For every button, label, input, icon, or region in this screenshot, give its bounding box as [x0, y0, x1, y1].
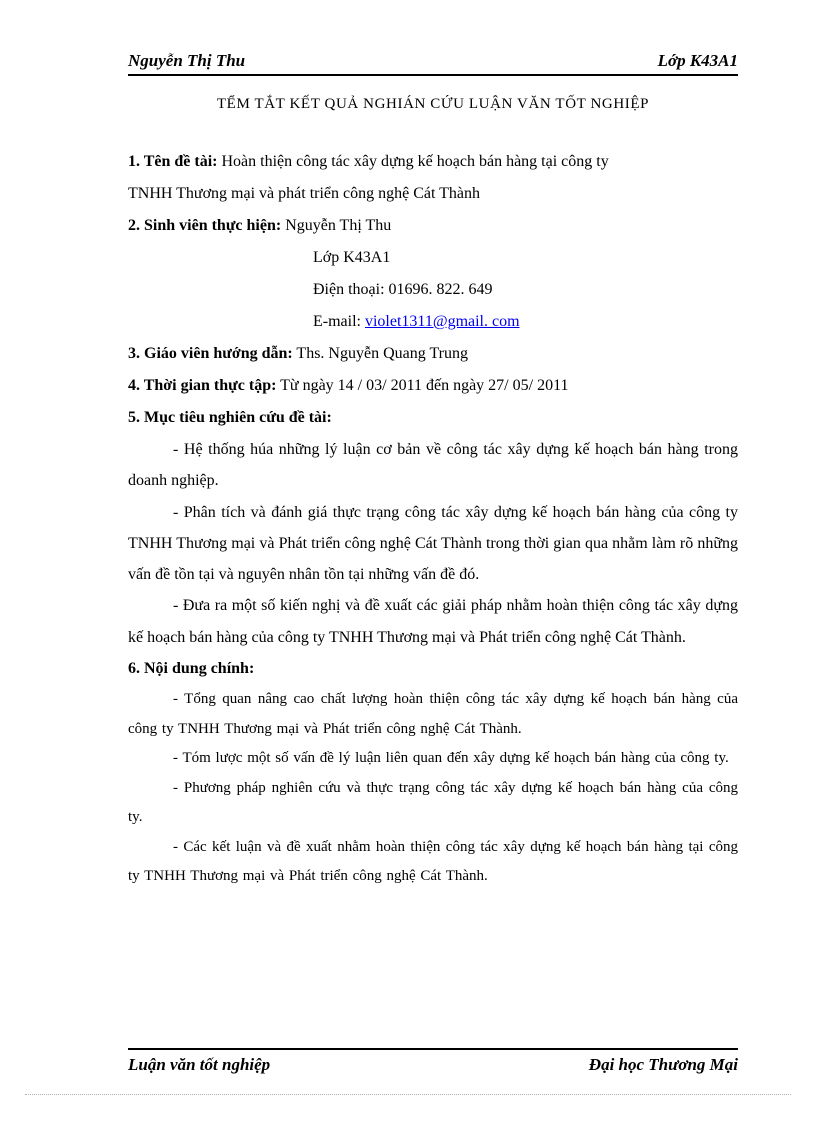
student-email-line — [128, 306, 738, 338]
advisor-label: 3. Giáo viên hướng dẫn: — [128, 345, 293, 362]
header-class: Lớp K43A1 — [657, 51, 738, 70]
objective-item: - Phân tích và đánh giá thực trạng công tác xây dựng kế hoạch bán hàng của công ty TNHH Thương mại và Phát triển công nghệ Cát Thành trong thời gian qua nhằm làm rõ những vấn đề tồn tại và nguyên nhân tồn tại những vấn đề đó. — [128, 503, 738, 584]
content-item: - Tổng quan nâng cao chất lượng hoàn thiện công tác xây dựng kế hoạch bán hàng của công ty TNHH Thương mại và Phát triển công nghệ Cát Thành. — [128, 691, 738, 737]
student-phone: Điện thoại: 01696. 822. 649 — [313, 281, 493, 298]
page-footer — [128, 1048, 738, 1078]
topic-label: 1. Tên đề tài: — [128, 153, 218, 170]
objectives-label: 5. Mục tiêu nghiên cứu đề tài: — [128, 409, 332, 426]
internship-text: Từ ngày 14 / 03/ 2011 đến ngày 27/ 05/ 2011 — [276, 377, 569, 394]
advisor-line — [128, 338, 738, 370]
content-item: - Tóm lược một số vấn đề lý luận liên quan đến xây dựng kế hoạch bán hàng của công ty. — [173, 750, 729, 767]
topic-text-2: TNHH Thương mại và phát triển công nghệ Cát Thành — [128, 185, 481, 202]
header-author: Nguyễn Thị Thu — [128, 51, 246, 70]
email-link[interactable]: violet1311@gmail. com — [364, 313, 520, 330]
student-label: 2. Sinh viên thực hiện: — [128, 217, 282, 234]
advisor-name: Ths. Nguyễn Quang Trung — [292, 345, 468, 362]
internship-line — [128, 370, 738, 402]
student-line — [128, 210, 738, 242]
main-content-label: 6. Nội dung chính: — [128, 660, 255, 678]
topic-text-1: Hoàn thiện công tác xây dựng kế hoạch bán hàng tại công ty — [217, 153, 609, 170]
footer-left: Luận văn tốt nghiệp — [128, 1055, 271, 1074]
objective-item: - Đưa ra một số kiến nghị và đề xuất các giải pháp nhằm hoàn thiện công tác xây dựng kế hoạch bán hàng của công ty TNHH Thương mại và Phát triển công nghệ Cát Thành. — [128, 597, 738, 646]
document-body — [128, 146, 738, 892]
student-name: Nguyễn Thị Thu — [281, 217, 392, 234]
document-title: TỂM TẮT KẾT QUẢ NGHIÁN CỨU LUẬN VĂN TỐT NGHIỆP — [216, 96, 650, 112]
page-header — [128, 50, 738, 76]
page-edge-divider — [25, 1094, 791, 1095]
footer-right: Đại học Thương Mại — [588, 1055, 738, 1074]
student-class: Lớp K43A1 — [313, 249, 391, 266]
topic-line — [128, 146, 738, 178]
email-label: E-mail: — [313, 313, 365, 330]
objective-item: - Hệ thống húa những lý luận cơ bản về công tác xây dựng kế hoạch bán hàng trong doanh nghiệp. — [128, 441, 738, 490]
content-item: - Các kết luận và đề xuất nhằm hoàn thiện công tác xây dựng kế hoạch bán hàng tại công ty TNHH Thương mại và Phát triển công nghệ Cát Thành. — [128, 838, 738, 885]
internship-label: 4. Thời gian thực tập: — [128, 377, 277, 394]
content-item: - Phương pháp nghiên cứu và thực trạng công tác xây dựng kế hoạch bán hàng của công ty. — [128, 779, 738, 826]
